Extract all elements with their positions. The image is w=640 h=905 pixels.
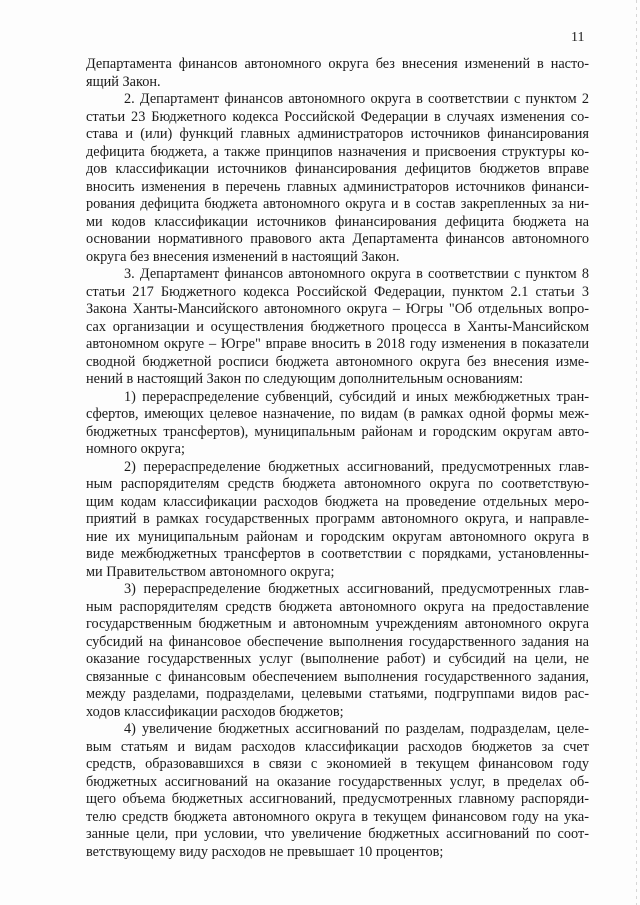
scan-edge-mark: [636, 0, 637, 905]
text-line: вым статьям и видам расходов классификации расходов бюджетов за счет: [86, 738, 589, 755]
text-line: округа без внесения изменений в настоящий Закон.: [86, 248, 400, 265]
text-line: номного округа;: [86, 441, 185, 457]
page-number: 11: [571, 30, 585, 45]
text-line: дов классификации источников финансирования дефицитов бюджетов вправе: [86, 161, 589, 177]
text-line: 3) перераспределение бюджетных ассигнований, предусмотренных глав-: [124, 581, 589, 597]
text-line: сах организации и осуществления бюджетного процесса в Ханты-Мансийском: [86, 318, 589, 335]
text-line: занные цели, при условии, что увеличение бюджетных ассигнований по соот-: [86, 826, 589, 842]
text-line: автономном округе – Югре" вправе вносить в 2018 году изменения в показатели: [86, 336, 589, 352]
text-line: 2) перераспределение бюджетных ассигнований, предусмотренных глав-: [124, 458, 589, 475]
text-line: между разделами, подразделами, целевыми статьями, подгруппами видов рас-: [86, 686, 589, 702]
text-line: связанные с финансовым обеспечением выполнения государственного задания,: [86, 668, 589, 685]
text-line: вносить изменения в перечень главных администраторов источников финанси-: [86, 178, 589, 195]
text-line: основании нормативного правового акта Департамента финансов автономного: [86, 231, 589, 247]
text-line: щим кодам классификации расходов бюджета на проведение отдельных меро-: [86, 493, 589, 510]
text-line: ходов классификации расходов бюджетов;: [86, 703, 344, 720]
text-line: средств, образовавшихся в связи с экономией в текущем финансовом году: [86, 756, 589, 772]
text-line: сводной бюджетной росписи бюджета автономного округа без внесения изме-: [86, 353, 589, 370]
text-line: ми Правительством автономного округа;: [86, 563, 335, 580]
text-line: щего объема бюджетных ассигнований, предусмотренных главному распоряди-: [86, 791, 589, 807]
text-line: сфертов, имеющих целевое назначение, по видам (в рамках одной формы меж-: [86, 406, 589, 422]
text-line: статьи 23 Бюджетного кодекса Российской Федерации в случаях изменения со-: [86, 108, 589, 125]
text-line: ние их муниципальным районам и городским округам автономного округа в: [86, 528, 589, 545]
text-line: Департамента финансов автономного округа без внесения изменений в насто-: [86, 56, 589, 72]
text-line: телю средств бюджета автономного округа в текущем финансовом году на ука-: [86, 808, 589, 825]
text-line: дефицита бюджета, а также принципов назначения и присвоения структуры ко-: [86, 143, 589, 160]
text-line: става и (или) функций главных администраторов источников финансирования: [86, 126, 589, 142]
text-line: оказание государственных услуг (выполнение работ) и субсидий на цели, не: [86, 651, 589, 667]
text-line: нений в настоящий Закон по следующим дополнительным основаниям:: [86, 371, 524, 387]
text-line: ным распорядителям средств бюджета автономного округа на предоставление: [86, 598, 589, 615]
text-line: государственным бюджетным и автономным учреждениям автономного округа: [86, 616, 589, 632]
text-line: бюджетных трансфертов), муниципальным районам и городским округам авто-: [86, 423, 589, 440]
text-line: ветствующему виду расходов не превышает 10 процентов;: [86, 843, 444, 860]
text-line: 1) перераспределение субвенций, субсидий и иных межбюджетных тран-: [124, 388, 589, 405]
text-line: Закона Ханты-Мансийского автономного округа – Югры "Об отдельных вопро-: [86, 301, 589, 317]
text-line: 4) увеличение бюджетных ассигнований по разделам, подразделам, целе-: [124, 721, 589, 737]
text-line: ящий Закон.: [86, 73, 161, 90]
text-line: ным распорядителям средств бюджета автономного округа по соответствую-: [86, 476, 589, 492]
text-line: статьи 217 Бюджетного кодекса Российской Федерации, пунктом 2.1 статьи 3: [86, 283, 589, 300]
text-line: бюджетных ассигнований на оказание государственных услуг, в пределах об-: [86, 773, 589, 790]
text-line: субсидий на финансовое обеспечение выполнения государственного задания на: [86, 633, 589, 650]
text-line: рования дефицита бюджета автономного округа и в состав закрепленных за ни-: [86, 196, 589, 212]
text-line: приятий в рамках государственных программ автономного округа, и направле-: [86, 511, 589, 527]
text-line: 3. Департамент финансов автономного округа в соответствии с пунктом 8: [124, 266, 589, 282]
text-line: ми кодов классификации источников финансирования дефицита бюджета на: [86, 213, 589, 230]
text-line: виде межбюджетных трансфертов в соответствии с порядками, установленны-: [86, 546, 589, 562]
document-body: [86, 56, 589, 861]
text-line: 2. Департамент финансов автономного округа в соответствии с пунктом 2: [124, 91, 589, 107]
